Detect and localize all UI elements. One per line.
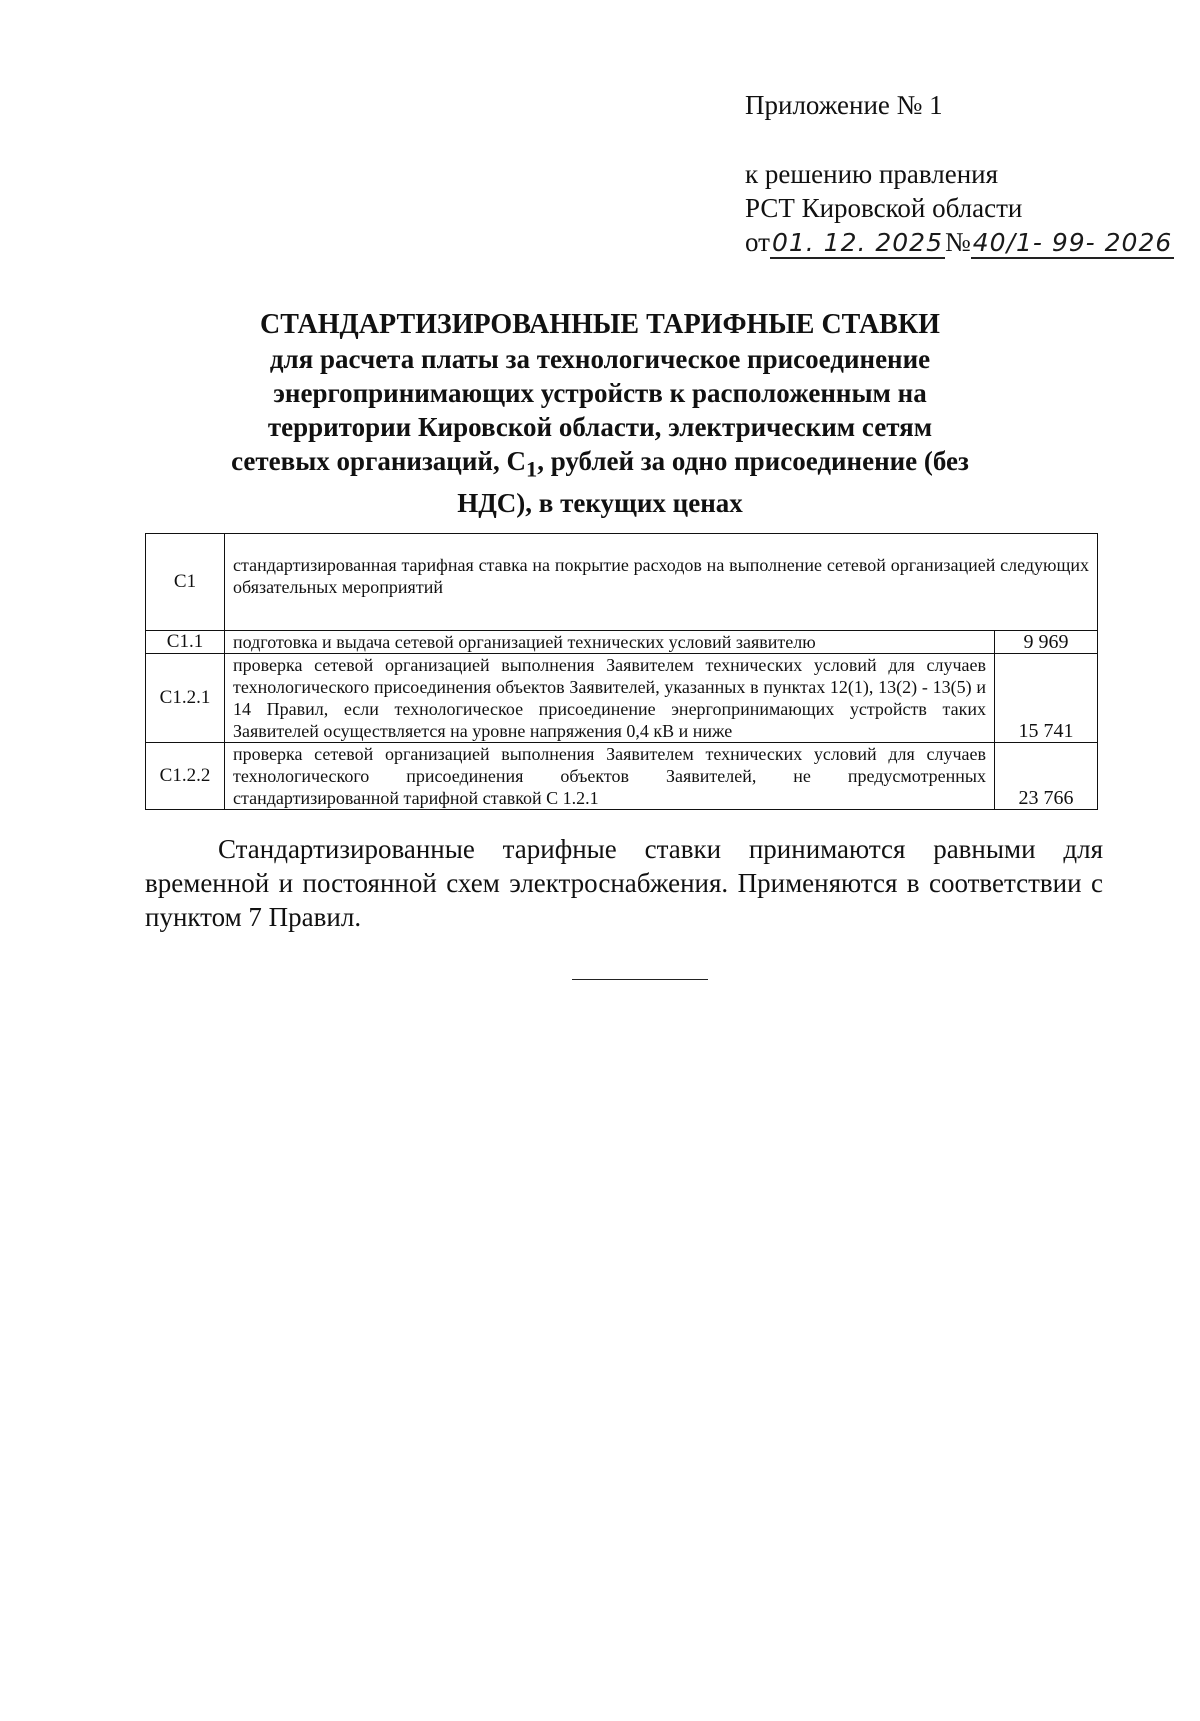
row-code: С1.1	[146, 631, 225, 654]
appendix-date-line	[745, 225, 1174, 260]
row-code: С1.2.1	[146, 654, 225, 743]
appendix-line-decision: к решению правления	[745, 159, 999, 189]
appendix-number: Приложение № 1	[745, 90, 943, 120]
table-row	[146, 654, 1098, 743]
row-value: 23 766	[995, 743, 1098, 810]
row-value: 15 741	[995, 654, 1098, 743]
title-line-3: энергопринимающих устройств к расположенным на	[273, 378, 927, 408]
title-main: СТАНДАРТИЗИРОВАННЫЕ ТАРИФНЫЕ СТАВКИ	[260, 309, 940, 340]
number-prefix: №	[945, 227, 971, 257]
appendix-line-authority: РСТ Кировской области	[745, 193, 1023, 223]
row-value: 9 969	[995, 631, 1098, 654]
title-line-4: территории Кировской области, электрическим сетям	[267, 412, 933, 442]
end-divider	[572, 979, 708, 980]
table-row	[146, 743, 1098, 810]
row-description: проверка сетевой организацией выполнения Заявителем технических условий для случаев технологического присоединения объектов Заявителей, не предусмотренных стандартизированной тарифной ставкой С 1.2.1	[225, 743, 995, 810]
table-row	[146, 631, 1098, 654]
handwritten-number: 40/1- 99- 2026	[972, 228, 1173, 257]
rates-table	[145, 533, 1098, 810]
closing-paragraph: Стандартизированные тарифные ставки принимаются равными для временной и постоянной схем электроснабжения. Применяются в соответствии с пунктом 7 Правил.	[145, 834, 1103, 932]
title-line-2: для расчета платы за технологическое присоединение	[269, 344, 931, 374]
row-description: подготовка и выдача сетевой организацией технических условий заявителю	[225, 631, 995, 654]
handwritten-date: 01. 12. 2025	[771, 228, 943, 257]
document-title	[140, 308, 1060, 520]
row-code: С1	[146, 534, 225, 631]
title-line-6: НДС), в текущих ценах	[457, 488, 743, 519]
table-row	[146, 534, 1098, 631]
row-description: проверка сетевой организацией выполнения Заявителем технических условий для случаев технологического присоединения объектов Заявителей, указанных в пунктах 12(1), 13(2) - 13(5) и 14 Правил, если технологическое присоединение энергопринимающих устройств таких Заявителей осуществляется на уровне напряжения 0,4 кВ и ниже	[225, 654, 995, 743]
appendix-header	[745, 88, 1174, 260]
row-description: стандартизированная тарифная ставка на покрытие расходов на выполнение сетевой организацией следующих обязательных мероприятий	[225, 534, 1098, 631]
title-line-5: сетевых организаций, $С_1$, рублей за одно присоединение (без	[231, 446, 969, 482]
row-code: С1.2.2	[146, 743, 225, 810]
date-prefix: от	[745, 227, 770, 257]
